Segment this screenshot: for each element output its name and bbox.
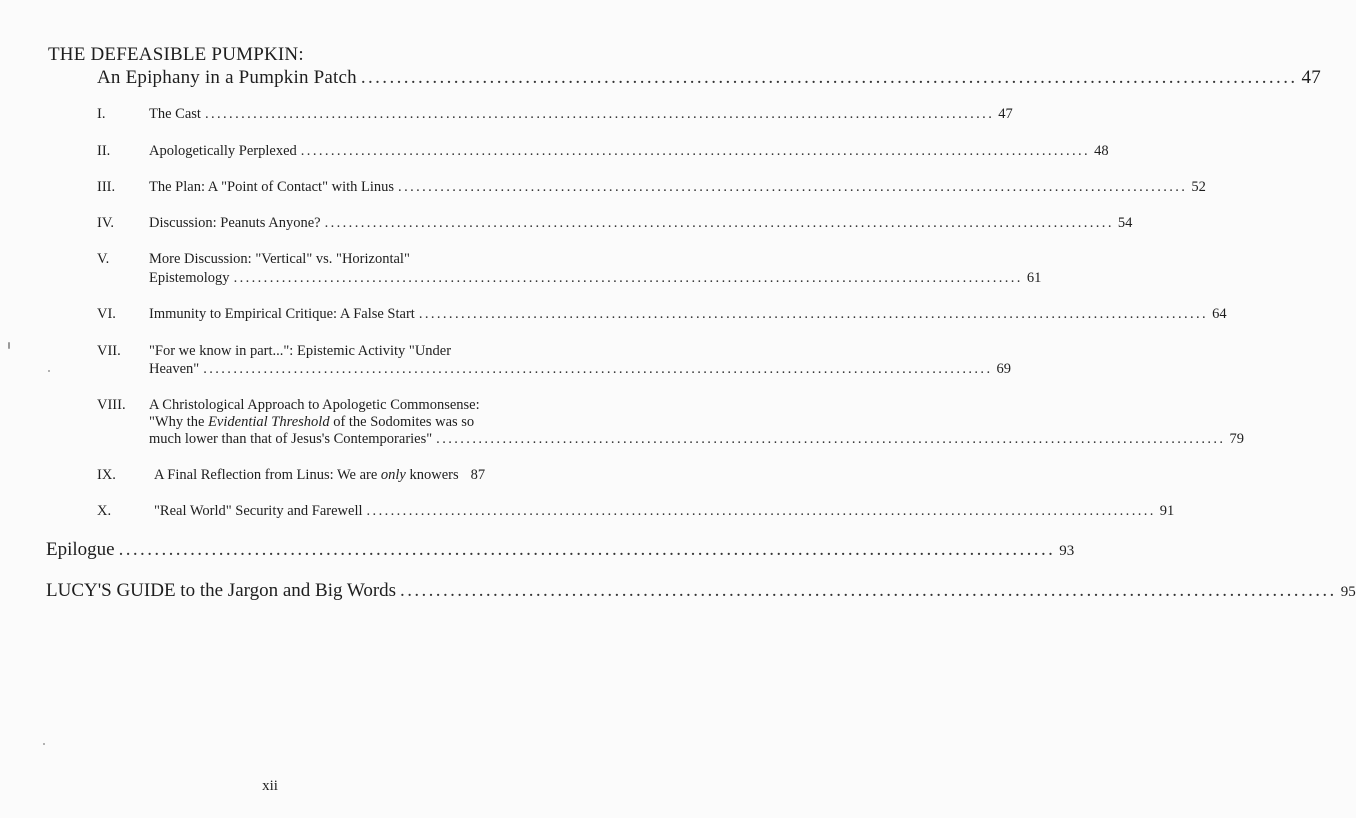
dot-leader: ................................................................................................................................... <box>233 270 1023 286</box>
scan-speck <box>43 743 45 745</box>
title-segment: "Why the <box>149 414 209 430</box>
section-number: II. <box>97 143 111 159</box>
title-segment: of the Sodomites was so <box>329 414 475 430</box>
page-number: 47 <box>1301 67 1321 88</box>
guide-entry[interactable] <box>46 580 1356 602</box>
section-title-line: "For we know in part...": Epistemic Activity "Under <box>149 343 452 359</box>
chapter-subtitle-entry[interactable] <box>97 67 1321 89</box>
section-entry-7[interactable] <box>149 361 1011 378</box>
section-number: V. <box>97 251 110 267</box>
section-title-line: A Christological Approach to Apologetic Commonsense: <box>149 397 480 413</box>
section-entry-6[interactable] <box>149 306 1227 323</box>
dot-leader: ................................................................................................................................... <box>360 67 1298 88</box>
page-number: 52 <box>1191 179 1206 195</box>
page-number: 47 <box>998 106 1013 122</box>
section-title: Discussion: Peanuts Anyone? <box>149 215 321 231</box>
section-title: Immunity to Empirical Critique: A False Start <box>149 306 415 322</box>
title-segment: knowers <box>405 467 459 483</box>
section-number: X. <box>97 503 112 519</box>
dot-leader: ................................................................................................................................... <box>118 539 1056 560</box>
section-entry-4[interactable] <box>149 215 1133 232</box>
chapter-heading: THE DEFEASIBLE PUMPKIN: <box>48 44 304 65</box>
page-number: 64 <box>1212 306 1227 322</box>
section-entry-5[interactable] <box>149 270 1042 287</box>
section-entry-1[interactable] <box>149 106 1013 123</box>
page-number: 91 <box>1159 503 1175 519</box>
title-emphasis: only <box>380 467 406 483</box>
dot-leader: ................................................................................................................................... <box>436 431 1226 447</box>
guide-title: LUCY'S GUIDE to the Jargon and Big Words <box>46 580 397 601</box>
dot-leader: ................................................................................................................................... <box>203 361 993 377</box>
dot-leader: ................................................................................................................................... <box>418 306 1209 322</box>
section-title-line: More Discussion: "Vertical" vs. "Horizontal" <box>149 251 410 267</box>
section-entry-10[interactable] <box>154 503 1175 520</box>
section-title-line <box>149 414 474 431</box>
dot-leader: ................................................................................................................................... <box>366 503 1156 519</box>
section-number: VI. <box>97 306 116 322</box>
page-number: 79 <box>1229 431 1244 447</box>
page-number: 87 <box>470 467 486 483</box>
section-entry-3[interactable] <box>149 179 1206 196</box>
section-title: The Plan: A "Point of Contact" with Linus <box>149 179 395 195</box>
section-title: Apologetically Perplexed <box>149 143 297 159</box>
section-title: much lower than that of Jesus's Contemporaries" <box>149 431 433 447</box>
chapter-subtitle: An Epiphany in a Pumpkin Patch <box>97 67 357 88</box>
section-number: VII. <box>97 343 121 359</box>
dot-leader: ................................................................................................................................... <box>398 179 1188 195</box>
section-number: I. <box>97 106 106 122</box>
section-entry-2[interactable] <box>149 143 1109 160</box>
page-number: 93 <box>1059 543 1075 559</box>
section-entry-9[interactable] <box>154 467 499 484</box>
section-number: IX. <box>97 467 116 483</box>
section-number: IV. <box>97 215 115 231</box>
section-entry-8[interactable] <box>149 431 1244 448</box>
section-title: "Real World" Security and Farewell <box>154 503 363 519</box>
page-number: 69 <box>996 361 1011 377</box>
epilogue-title: Epilogue <box>46 539 115 560</box>
section-number: VIII. <box>97 397 126 413</box>
section-title <box>154 467 459 484</box>
section-title: Epistemology <box>149 270 230 286</box>
title-emphasis: Evidential Threshold <box>208 414 330 430</box>
scan-speck <box>48 370 50 372</box>
section-title: The Cast <box>149 106 201 122</box>
dot-leader: ................................................................................................................................... <box>204 106 995 122</box>
title-segment: A Final Reflection from Linus: We are <box>154 467 381 483</box>
section-title: Heaven" <box>149 361 200 377</box>
dot-leader: ................................................................................................................................... <box>324 215 1114 231</box>
epilogue-entry[interactable] <box>46 539 1075 561</box>
page-number: 95 <box>1340 584 1356 600</box>
page-number: 54 <box>1117 215 1133 231</box>
page-number: 48 <box>1094 143 1109 159</box>
dot-leader: ................................................................................................................................... <box>400 580 1337 601</box>
folio-page-number: xii <box>262 778 278 794</box>
dot-leader: ................................................................................................................................... <box>300 143 1091 159</box>
page-number: 61 <box>1026 270 1042 286</box>
scan-speck <box>8 342 10 349</box>
section-number: III. <box>97 179 116 195</box>
